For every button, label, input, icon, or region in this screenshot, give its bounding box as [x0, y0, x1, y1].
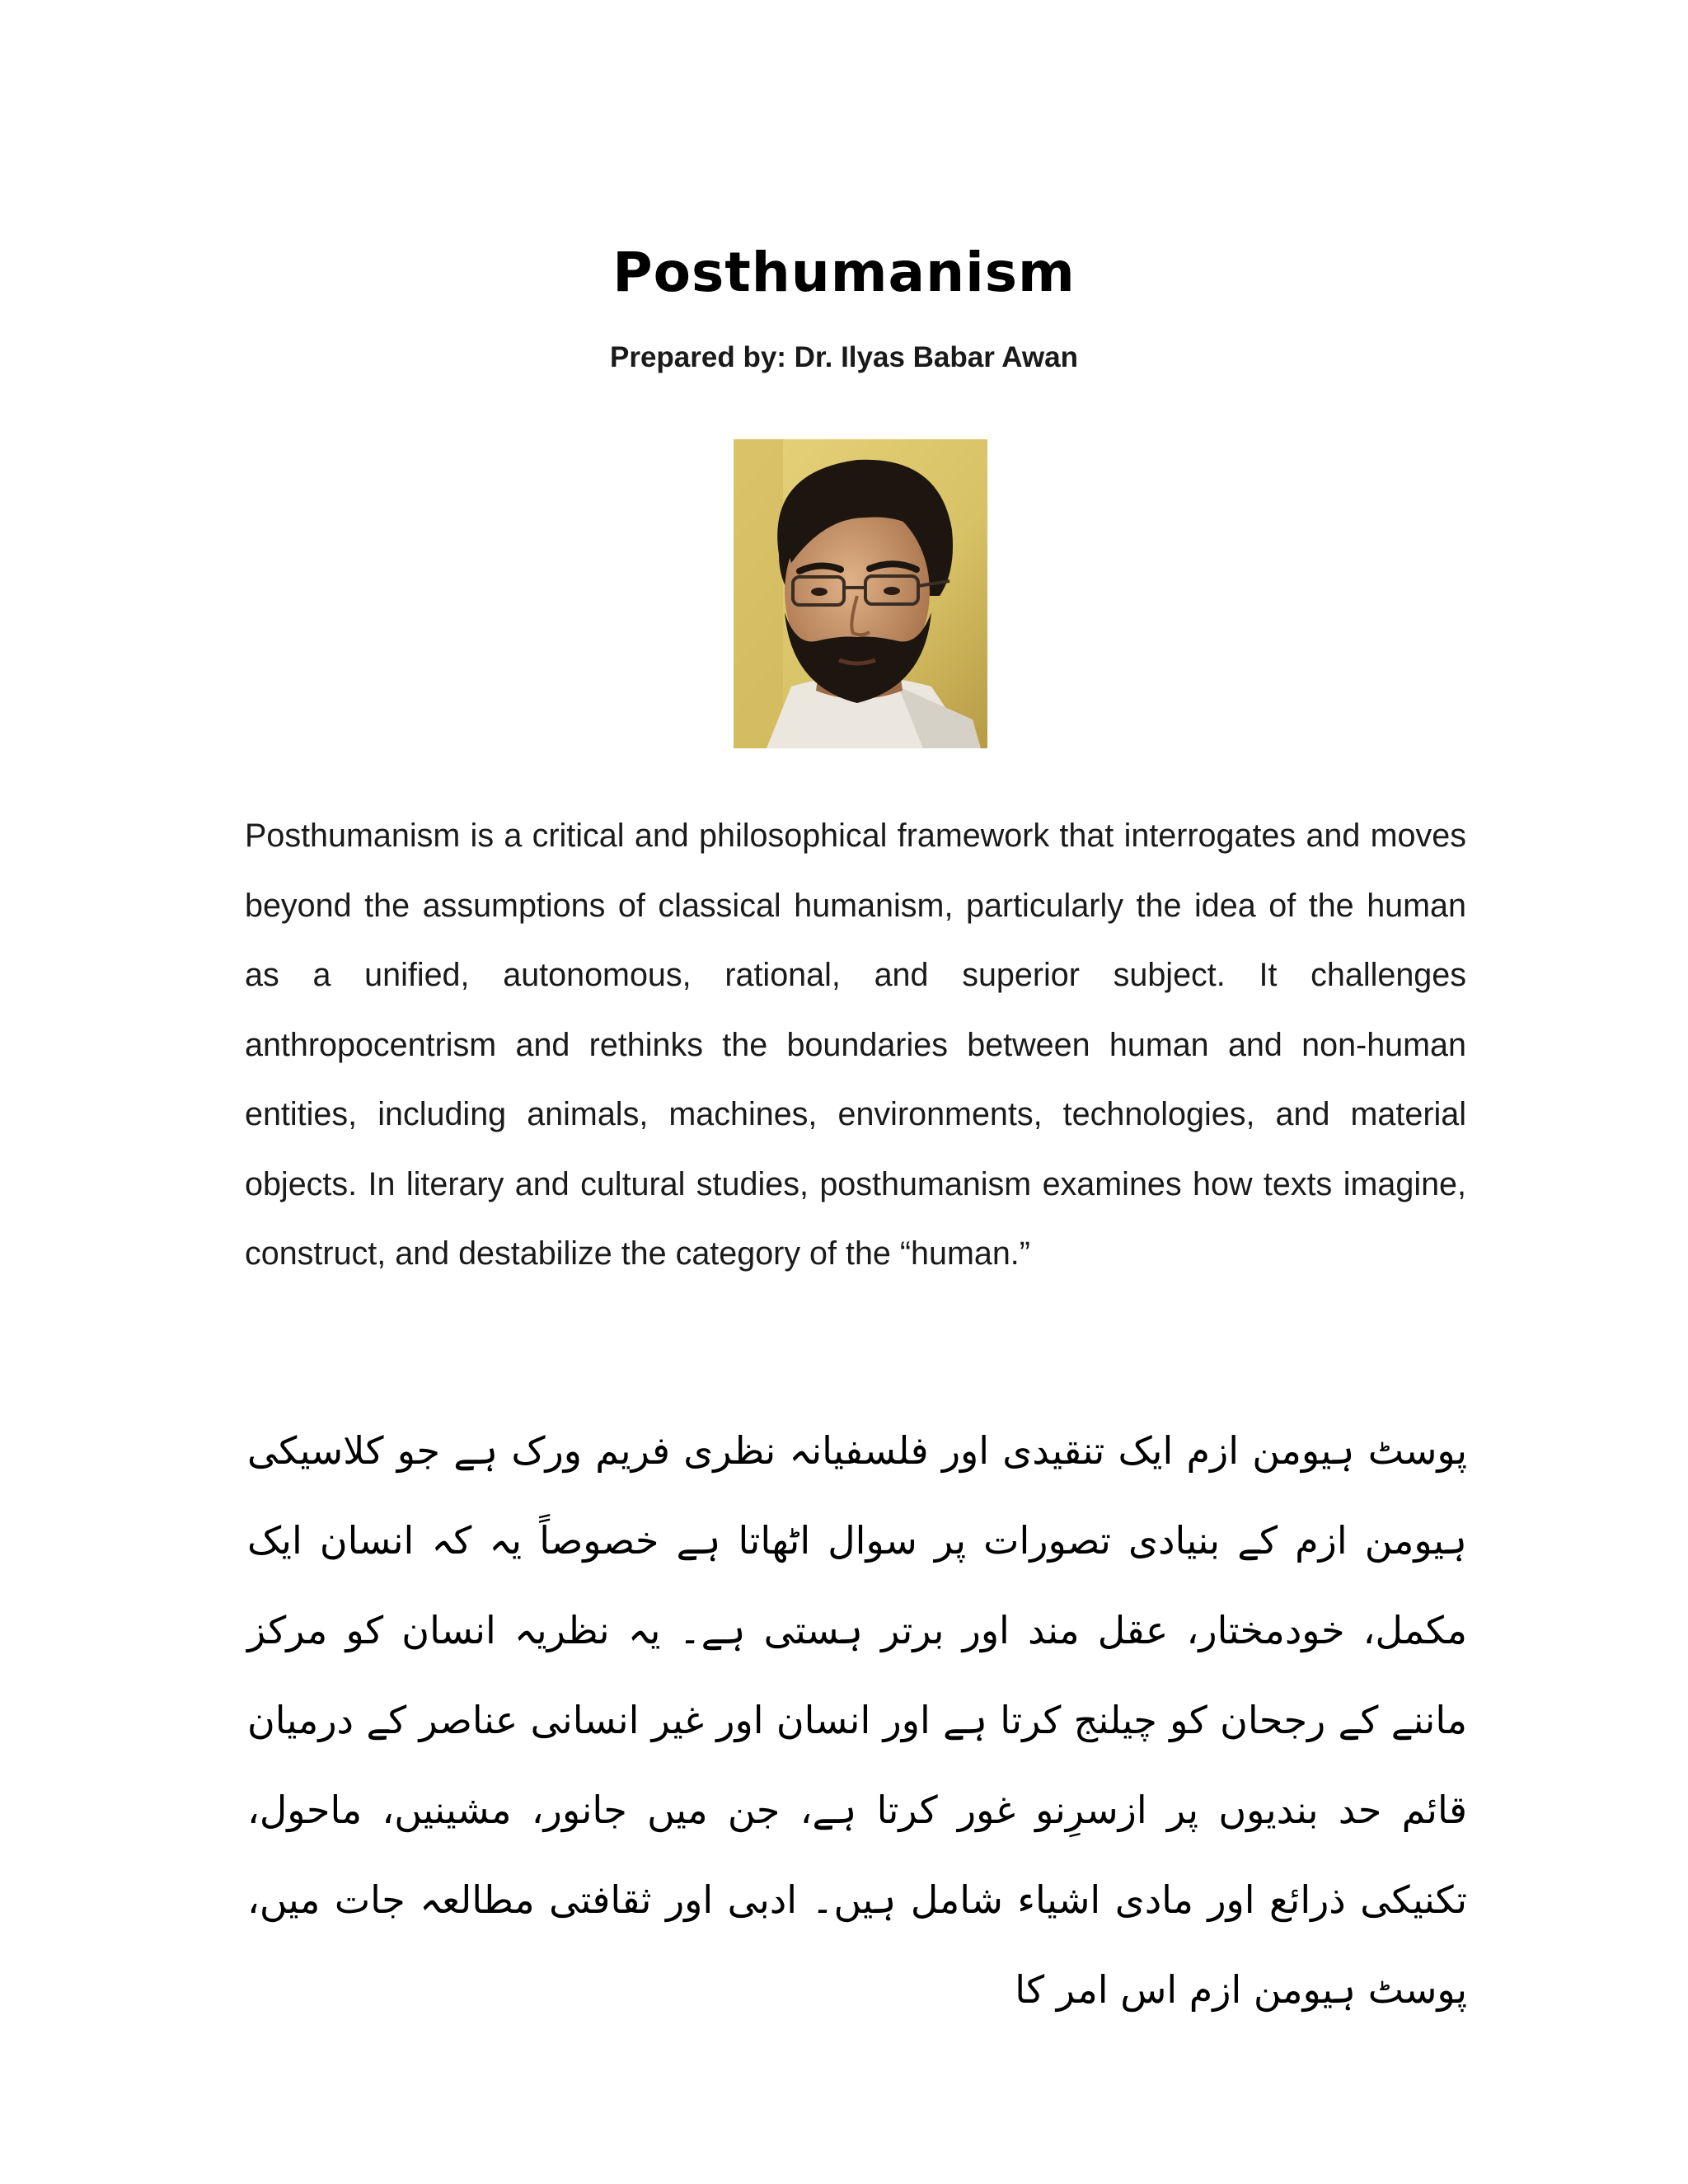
author-byline: Prepared by: Dr. Ilyas Babar Awan [609, 341, 1078, 373]
author-portrait-photo [734, 439, 987, 748]
urdu-paragraph: پوسٹ ہیومن ازم ایک تنقیدی اور فلسفیانہ نظری فریم ورک ہے جو کلاسیکی ہیومن ازم کے بنیادی تصورات پر سوال اٹھاتا ہے خصوصاً یہ کہ انسان ایک مکمل، خودمختار، عقل مند اور برتر ہستی ہے۔ یہ نظریہ انسان کو مرکز ماننے کے رجحان کو چیلنج کرتا ہے اور انسان اور غیر انسانی عناصر کے درمیان قائم حد بندیوں پر ازسرِنو غور کرتا ہے، جن میں جانور، مشینیں، ماحول، تکنیکی ذرائع اور مادی اشیاء شامل ہیں۔ ادبی اور ثقافتی مطالعہ جات میں، پوسٹ ہیومن ازم اس امر کا [247, 1428, 1467, 2012]
english-paragraph: Posthumanism is a critical and philosophical framework that interrogates and moves beyond the assumptions of classical humanism, particularly the idea of the human as a unified, autonomous, rational, and superior subject. It challenges anthropocentrism and rethinks the boundaries between human and non-human entities, including animals, machines, environments, technologies, and material objects. In literary and cultural studies, posthumanism examines how texts imagine, construct, and destabilize the category of the “human.” [245, 818, 1466, 1272]
page-title: Posthumanism [612, 241, 1076, 304]
